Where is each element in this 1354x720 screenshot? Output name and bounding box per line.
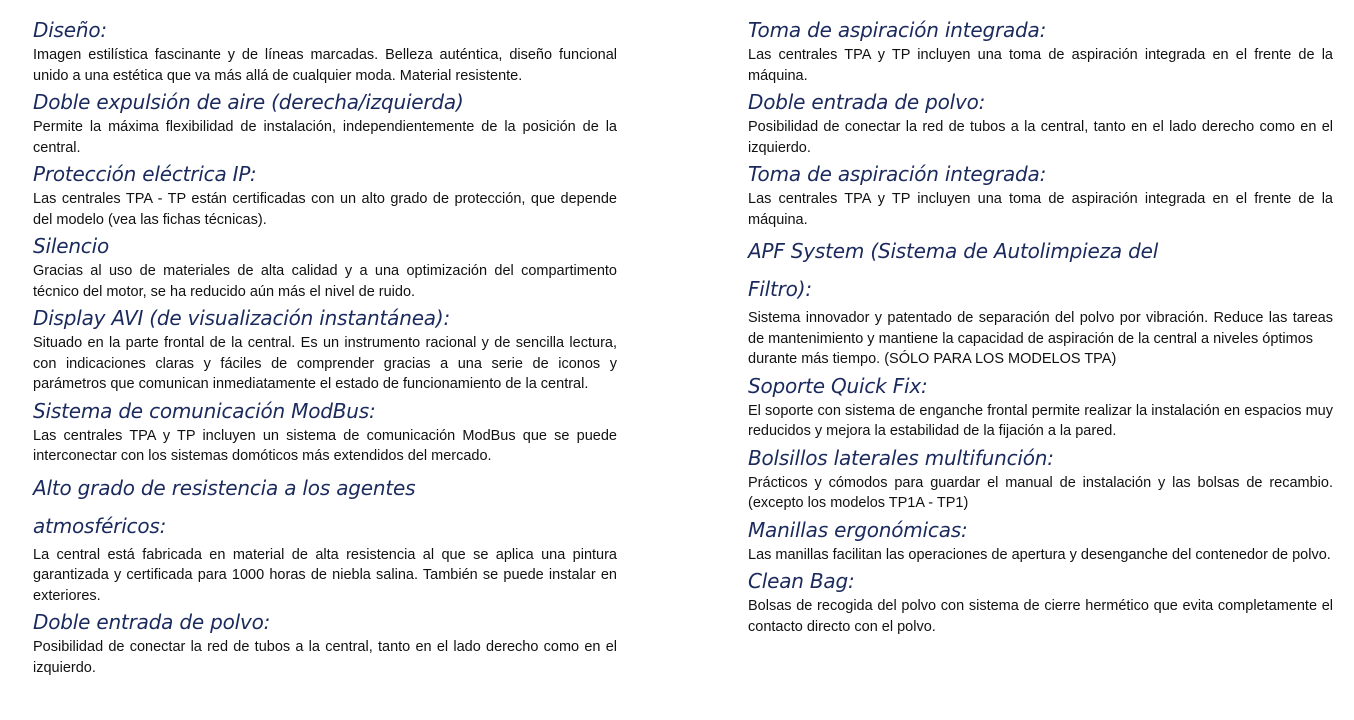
feature-title: Toma de aspiración integrada:: [748, 18, 1047, 42]
left-column: [33, 16, 617, 680]
feature-bolsillos: [748, 444, 1333, 514]
feature-title: Toma de aspiración integrada:: [748, 162, 1047, 186]
feature-display-avi: [33, 304, 617, 395]
feature-description: Las centrales TPA y TP incluyen una toma de aspiración integrada en el frente de la máquina.: [748, 191, 1333, 228]
feature-title-line2: Filtro):: [748, 277, 812, 301]
feature-title: Bolsillos laterales multifunción:: [748, 445, 1054, 470]
feature-description: Posibilidad de conectar la red de tubos a la central, tanto en el lado derecho como en el izquierdo.: [33, 639, 617, 676]
feature-description: Las manillas facilitan las operaciones de apertura y desenganche del contenedor de polvo.: [748, 546, 1331, 563]
feature-doble-entrada: [33, 608, 617, 678]
feature-description: Situado en la parte frontal de la central. Es un instrumento racional y de sencilla lectura, con indicaciones claras y fáciles de comprender gracias a una serie de iconos y parámetros que comunican inmediatamente el estado de funcionamiento de la central.: [33, 335, 617, 392]
feature-description: El soporte con sistema de enganche frontal permite realizar la instalación en espacios muy reducidos y mejora la estabilidad de la fijación a la pared.: [748, 402, 1333, 439]
feature-title: Manillas ergonómicas:: [748, 517, 968, 542]
feature-title-line2: atmosféricos:: [33, 513, 167, 538]
feature-quick-fix: [748, 372, 1333, 442]
feature-modbus: [33, 397, 617, 467]
feature-description: [748, 308, 1333, 370]
feature-description: Posibilidad de conectar la red de tubos a la central, tanto en el lado derecho como en el izquierdo.: [748, 119, 1333, 156]
feature-title-line1: APF System (Sistema de Autolimpieza del: [748, 239, 1159, 263]
feature-title: Soporte Quick Fix:: [748, 373, 928, 398]
feature-title-line1: Alto grado de resistencia a los agentes: [33, 475, 416, 500]
feature-diseno: [33, 16, 617, 86]
feature-description: Bolsas de recogida del polvo con sistema de cierre hermético que evita completamente el contacto directo con el polvo.: [748, 598, 1333, 635]
feature-description: La central está fabricada en material de alta resistencia al que se aplica una pintura garantizada y certificada para 1000 horas de niebla salina. También se puede instalar en exteriores.: [33, 546, 617, 604]
feature-description: Las centrales TPA y TP incluyen un sistema de comunicación ModBus que se puede interconectar con los sistemas domóticos más extendidos del mercado.: [33, 427, 617, 464]
feature-toma-aspiracion-repeat: [748, 160, 1333, 230]
feature-title: Doble entrada de polvo:: [33, 610, 271, 634]
feature-apf-system: [748, 232, 1333, 370]
feature-description: Imagen estilística fascinante y de líneas marcadas. Belleza auténtica, diseño funcional unido a una estética que va más allá de cualquier moda. Material resistente.: [33, 47, 617, 84]
feature-title: Sistema de comunicación ModBus:: [33, 398, 376, 423]
feature-manillas: [748, 516, 1333, 566]
feature-title: Silencio: [33, 234, 109, 258]
feature-description: Prácticos y cómodos para guardar el manual de instalación y las bolsas de recambio. (excepto los modelos TP1A - TP1): [748, 474, 1333, 511]
feature-title: Doble entrada de polvo:: [748, 90, 986, 114]
feature-clean-bag: [748, 567, 1333, 637]
feature-title: Doble expulsión de aire (derecha/izquierda): [33, 90, 464, 114]
feature-description: Permite la máxima flexibilidad de instalación, independientemente de la posición de la central.: [33, 119, 617, 156]
feature-silencio: [33, 232, 617, 302]
feature-title: Display AVI (de visualización instantánea):: [33, 306, 450, 330]
feature-toma-aspiracion: [748, 16, 1333, 86]
feature-title: Diseño:: [33, 18, 107, 42]
feature-proteccion-ip: [33, 160, 617, 230]
feature-description-part1: Sistema innovador y patentado de separación del polvo por vibración. Reduce las tareas de mantenimiento y mantiene la capacidad de aspiración de la central a niveles óptimos: [748, 310, 1333, 347]
feature-title: Protección eléctrica IP:: [33, 162, 257, 186]
feature-doble-entrada: [748, 88, 1333, 158]
feature-description: Las centrales TPA - TP están certificadas con un alto grado de protección, que depende del modelo (vea las fichas técnicas).: [33, 191, 617, 228]
feature-description: Las centrales TPA y TP incluyen una toma de aspiración integrada en el frente de la máquina.: [748, 47, 1333, 84]
feature-title: Clean Bag:: [748, 569, 855, 593]
feature-description: Gracias al uso de materiales de alta calidad y a una optimización del compartimento técnico del motor, se ha reducido aún más el nivel de ruido.: [33, 263, 617, 300]
feature-resistencia-atmosferica: [33, 469, 617, 607]
feature-description-part2: durante más tiempo. (SÓLO PARA LOS MODELOS TPA): [748, 351, 1117, 367]
right-column: [748, 16, 1333, 639]
feature-doble-expulsion: [33, 88, 617, 158]
